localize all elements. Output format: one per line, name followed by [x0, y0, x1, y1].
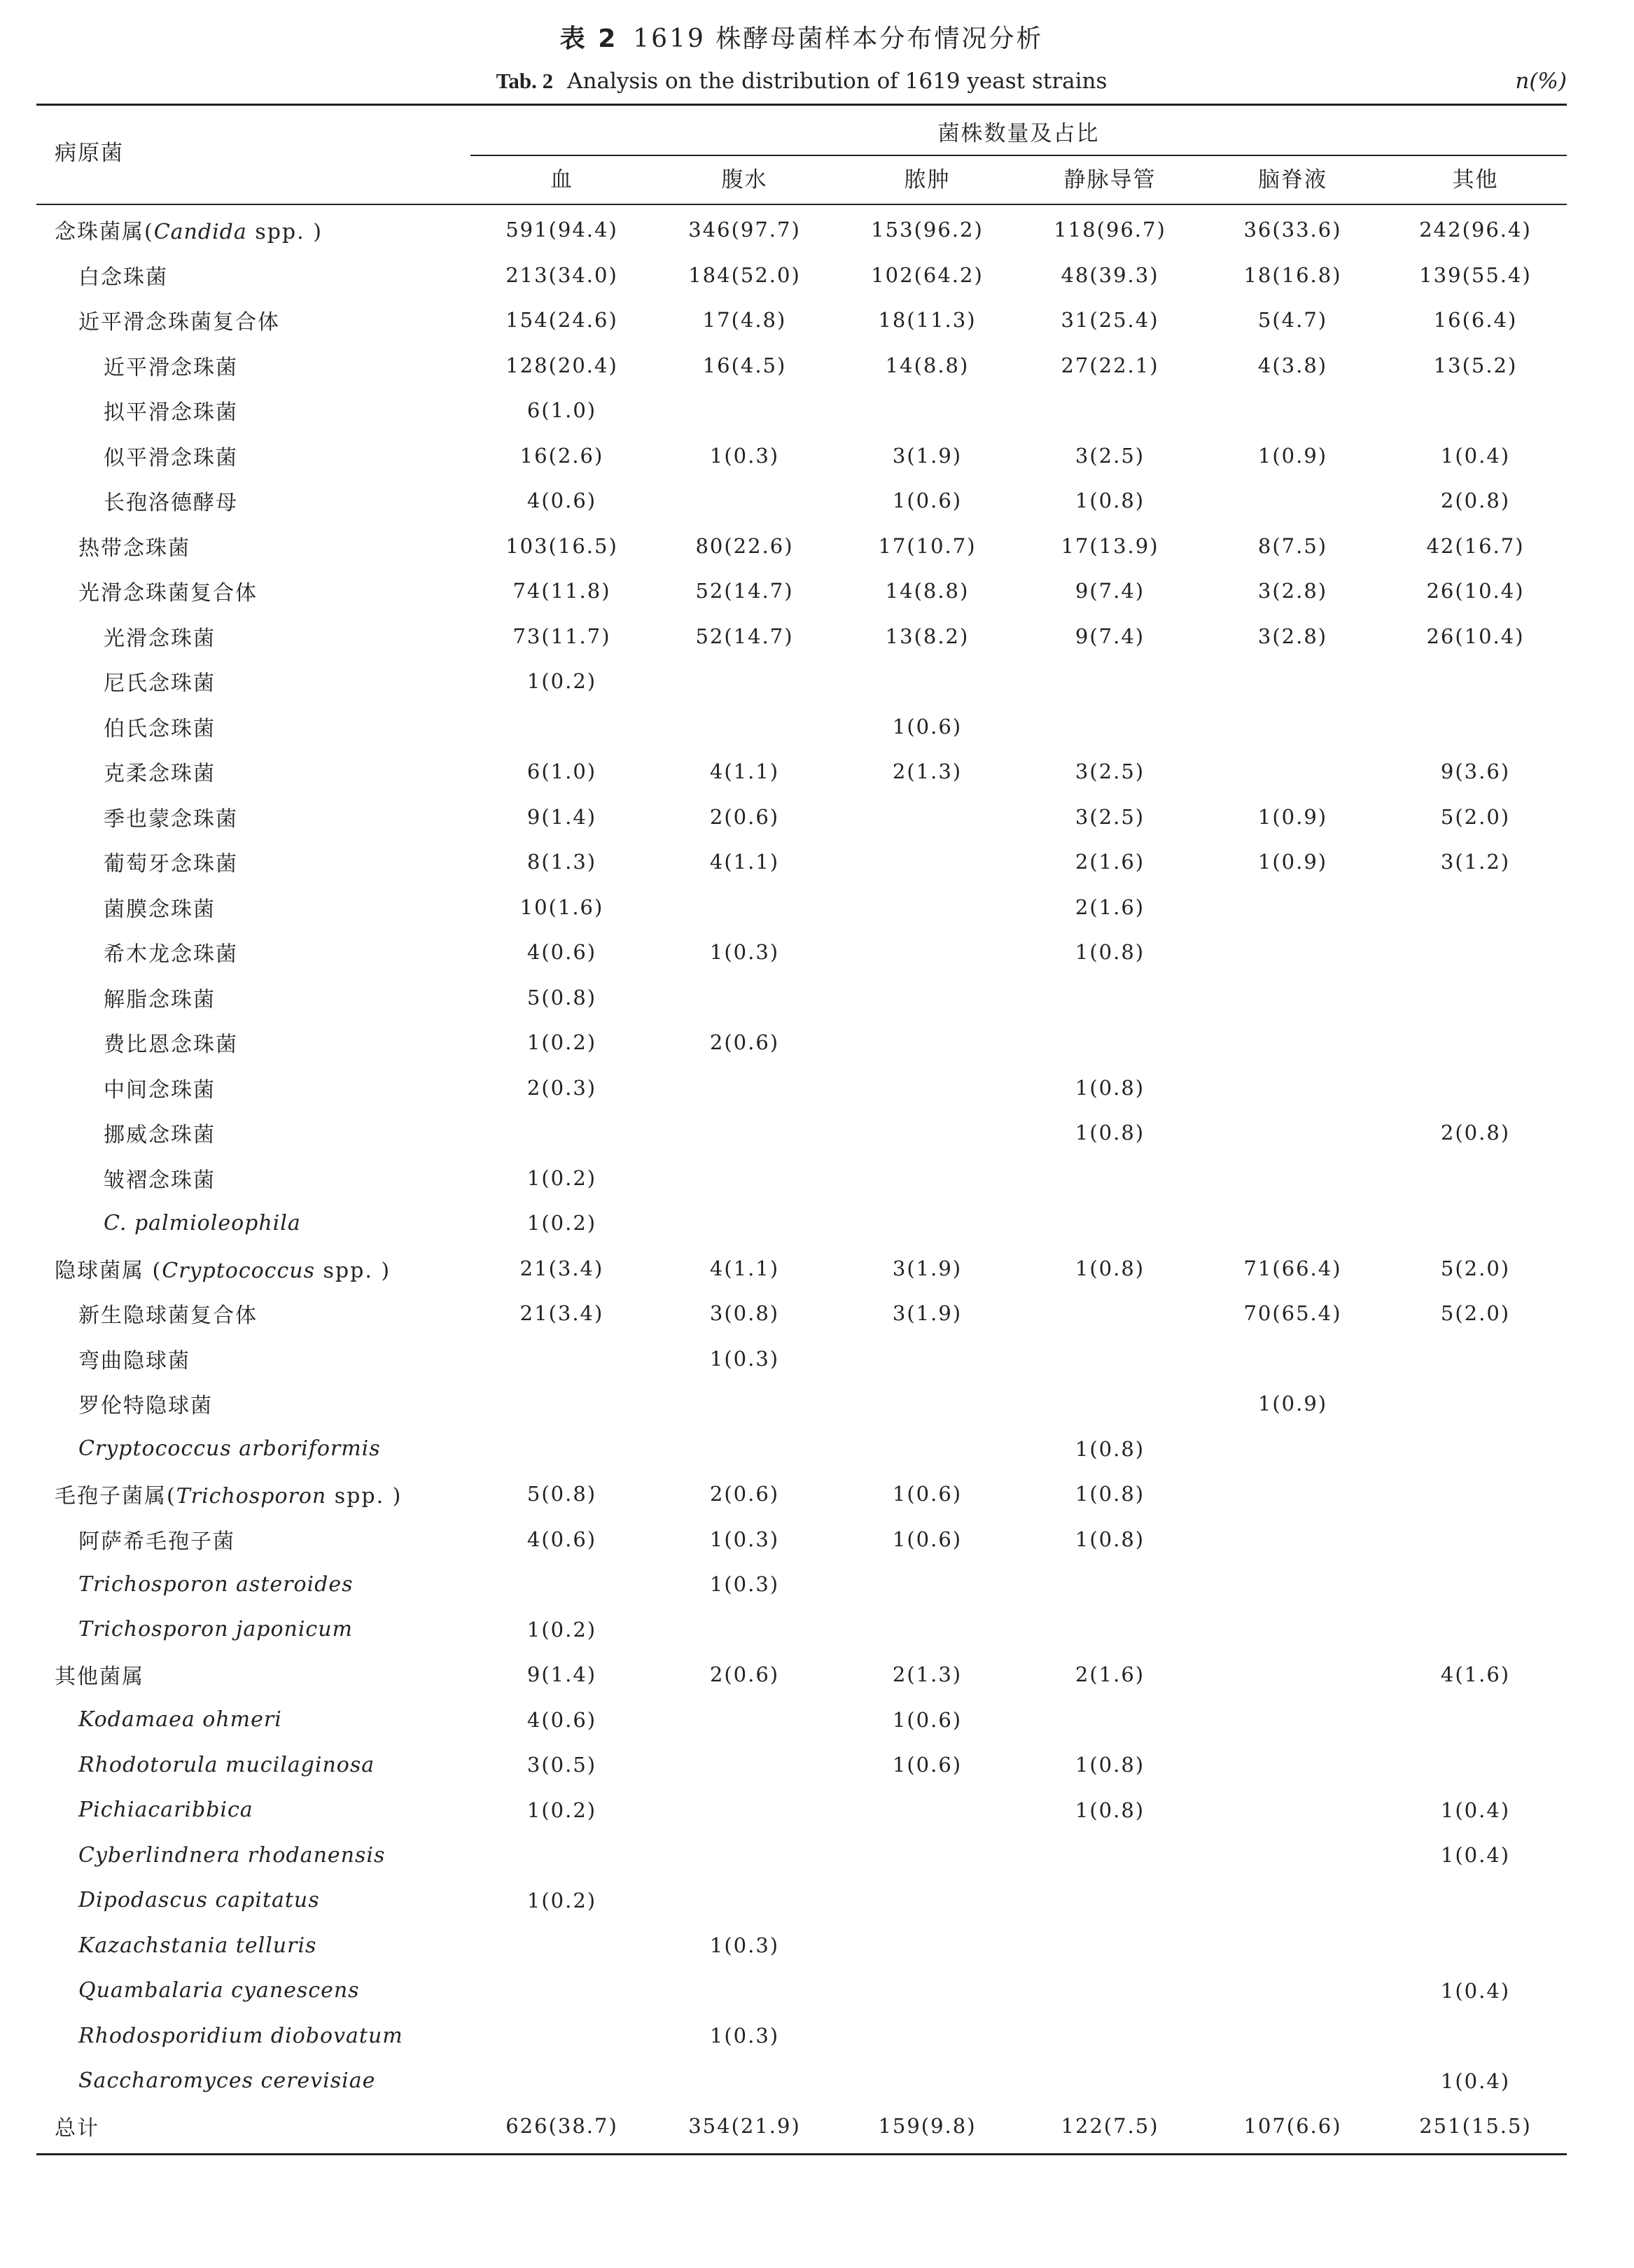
table-row — [36, 1517, 1567, 1562]
table-cell: 1(0.2) — [526, 1798, 597, 1822]
pathogen-name — [36, 666, 470, 696]
table-cell: 1(0.2) — [526, 669, 597, 694]
table-cell: 3(0.5) — [526, 1753, 597, 1777]
pathogen-name — [36, 1163, 470, 1194]
pathogen-name-text: 毛孢子菌属( — [55, 1484, 176, 1509]
pathogen-name — [36, 214, 470, 245]
pathogen-name-text: 挪威念珠菌 — [104, 1123, 216, 1148]
pathogen-name — [36, 440, 470, 471]
table-cell: 18(16.8) — [1243, 262, 1342, 287]
table-cell: 16(2.6) — [519, 443, 604, 468]
table-row — [36, 2013, 1567, 2059]
pathogen-name — [36, 621, 470, 652]
pathogen-name — [36, 1388, 470, 1419]
table-cell: 8(7.5) — [1257, 533, 1328, 558]
table-cell: 2(1.6) — [1075, 1662, 1145, 1687]
table-row — [36, 1291, 1567, 1336]
pathogen-name-text: Dipodascus capitatus — [78, 1888, 320, 1913]
table-cell: 1(0.3) — [709, 1933, 780, 1958]
pathogen-name-text: 总计 — [55, 2116, 99, 2141]
pathogen-name — [36, 1211, 470, 1236]
table-cell: 103(16.5) — [505, 533, 618, 558]
table-cell: 1(0.2) — [526, 1888, 597, 1912]
table-cell: 4(1.6) — [1440, 1662, 1511, 1687]
pathogen-name — [36, 575, 470, 606]
table-cell: 154(24.6) — [505, 308, 618, 332]
table-cell: 354(21.9) — [688, 2114, 801, 2138]
pathogen-name — [36, 260, 470, 290]
table-cell: 1(0.8) — [1075, 1753, 1145, 1777]
table-row — [36, 704, 1567, 750]
table-cell: 1(0.8) — [1075, 1482, 1145, 1506]
pathogen-name — [36, 1753, 470, 1777]
table-unit: n(%) — [1515, 69, 1567, 94]
table-cell: 5(4.7) — [1257, 308, 1328, 332]
table-row — [36, 1471, 1567, 1517]
table-cell: 1(0.6) — [892, 1482, 963, 1506]
pathogen-name — [36, 802, 470, 832]
pathogen-name — [36, 1888, 470, 1912]
table-cell: 139(55.4) — [1419, 262, 1532, 287]
pathogen-name — [36, 1298, 470, 1329]
genus-name: Cryptococcus — [162, 1258, 315, 1283]
table-cell: 1(0.6) — [892, 489, 963, 513]
table-row — [36, 885, 1567, 930]
column-header: 血 — [550, 167, 573, 192]
pathogen-name — [36, 982, 470, 1013]
table-row — [36, 659, 1567, 704]
header-group-rule — [470, 155, 1567, 156]
pathogen-name-text: 白念珠菌 — [78, 265, 168, 290]
pathogen-name — [36, 1659, 470, 1690]
table-cell: 9(7.4) — [1075, 624, 1145, 648]
pathogen-name — [36, 1843, 470, 1868]
table-row — [36, 1923, 1567, 1968]
pathogen-name-text: 罗伦特隐球菌 — [78, 1394, 213, 1419]
table-cell: 5(2.0) — [1440, 804, 1511, 829]
table-row — [36, 749, 1567, 794]
table-cell: 31(25.4) — [1061, 308, 1159, 332]
table-cell: 1(0.8) — [1075, 489, 1145, 513]
table-cell: 4(0.6) — [526, 1527, 597, 1551]
table-row — [36, 975, 1567, 1021]
table-row — [36, 1652, 1567, 1698]
table-cell: 6(1.0) — [526, 760, 597, 784]
pathogen-name-text: 希木龙念珠菌 — [104, 942, 238, 967]
table-row — [36, 1878, 1567, 1924]
genus-suffix: spp. ) — [326, 1484, 403, 1509]
table-cell: 1(0.3) — [709, 940, 780, 965]
pathogen-name-text: 费比恩念珠菌 — [104, 1032, 238, 1058]
table-cell: 1(0.4) — [1440, 1798, 1511, 1822]
table-row — [36, 1788, 1567, 1833]
table-cell: 107(6.6) — [1243, 2114, 1342, 2138]
table-cell: 4(1.1) — [709, 850, 780, 874]
table-cell: 1(0.3) — [709, 1572, 780, 1597]
table-cell: 80(22.6) — [695, 533, 794, 558]
table-row — [36, 930, 1567, 975]
table-header — [36, 106, 1567, 204]
table-cell: 1(0.2) — [526, 1030, 597, 1055]
table-cell: 4(0.6) — [526, 1707, 597, 1732]
header-pathogen: 病原菌 — [55, 141, 124, 166]
column-header: 脑脊液 — [1258, 167, 1327, 192]
pathogen-name — [36, 531, 470, 561]
pathogen-name — [36, 350, 470, 381]
table-cell: 184(52.0) — [688, 262, 801, 287]
pathogen-name — [36, 1707, 470, 1732]
pathogen-name — [36, 892, 470, 923]
table-cell: 591(94.4) — [505, 218, 618, 242]
table-cell: 73(11.7) — [512, 624, 611, 648]
pathogen-name — [36, 1798, 470, 1822]
table-cell: 16(6.4) — [1433, 308, 1518, 332]
pathogen-name — [36, 846, 470, 877]
table-cell: 1(0.9) — [1257, 850, 1328, 874]
table-row — [36, 1110, 1567, 1156]
pathogen-name — [36, 1343, 470, 1374]
pathogen-name — [36, 937, 470, 967]
table-cell: 18(11.3) — [878, 308, 977, 332]
table-cell: 3(1.2) — [1440, 850, 1511, 874]
pathogen-name-text: 隐球菌属 ( — [55, 1258, 162, 1283]
table-cell: 21(3.4) — [519, 1256, 604, 1280]
table-cell: 1(0.3) — [709, 1346, 780, 1371]
pathogen-name — [36, 711, 470, 742]
table-cell: 3(1.9) — [892, 1256, 963, 1280]
table-cell: 1(0.9) — [1257, 804, 1328, 829]
table-cell: 13(8.2) — [885, 624, 970, 648]
pathogen-name-text: 解脂念珠菌 — [104, 987, 216, 1012]
table-cell: 1(0.9) — [1257, 1392, 1328, 1416]
table-cell: 17(13.9) — [1061, 533, 1159, 558]
table-cell: 3(2.8) — [1257, 624, 1328, 648]
table-cell: 36(33.6) — [1243, 218, 1342, 242]
table-cell: 2(1.3) — [892, 1662, 963, 1687]
pathogen-name-text: 其他菌属 — [55, 1665, 144, 1690]
pathogen-name-text: 伯氏念珠菌 — [104, 716, 216, 741]
table-cell: 3(0.8) — [709, 1301, 780, 1326]
pathogen-name-text: 阿萨希毛孢子菌 — [78, 1529, 235, 1554]
table-cell: 153(96.2) — [871, 218, 984, 242]
pathogen-name-text: Trichosporon japonicum — [78, 1617, 353, 1642]
table-cell: 9(7.4) — [1075, 579, 1145, 603]
table-cell: 42(16.7) — [1426, 533, 1525, 558]
column-header: 静脉导管 — [1063, 167, 1157, 192]
table-cell: 1(0.4) — [1440, 2068, 1511, 2093]
table-cell: 3(1.9) — [892, 1301, 963, 1326]
table-cell: 6(1.0) — [526, 398, 597, 423]
table-cell: 242(96.4) — [1419, 218, 1532, 242]
pathogen-name-text: Kazachstania telluris — [78, 1933, 317, 1958]
table-cell: 21(3.4) — [519, 1301, 604, 1326]
table-row — [36, 794, 1567, 840]
pathogen-name — [36, 1436, 470, 1461]
pathogen-name-text: 近平滑念珠菌复合体 — [78, 310, 280, 335]
table-cell: 13(5.2) — [1433, 353, 1518, 377]
pathogen-name-text: 新生隐球菌复合体 — [78, 1303, 258, 1329]
pathogen-name — [36, 756, 470, 787]
bottom-rule — [36, 2153, 1567, 2155]
table-cell: 1(0.4) — [1440, 1978, 1511, 2003]
table-cell: 2(0.8) — [1440, 489, 1511, 513]
table-cell: 27(22.1) — [1061, 353, 1159, 377]
table-cell: 3(2.8) — [1257, 579, 1328, 603]
table-title-en — [36, 59, 1567, 104]
table-cell: 3(2.5) — [1075, 760, 1145, 784]
table-row — [36, 524, 1567, 569]
table-row — [36, 1200, 1567, 1246]
pathogen-name-text: 拟平滑念珠菌 — [104, 400, 238, 426]
table-row — [36, 2104, 1567, 2149]
table-row — [36, 1968, 1567, 2014]
table-cell: 26(10.4) — [1426, 579, 1525, 603]
pathogen-name-text: 光滑念珠菌复合体 — [78, 581, 258, 606]
table-row — [36, 839, 1567, 885]
table-cell: 1(0.2) — [526, 1617, 597, 1642]
table-cell: 1(0.8) — [1075, 1075, 1145, 1100]
table-cell: 1(0.8) — [1075, 940, 1145, 965]
table-row — [36, 2059, 1567, 2104]
pathogen-name-text: Saccharomyces cerevisiae — [78, 2068, 376, 2094]
pathogen-name-text: 弯曲隐球菌 — [78, 1348, 190, 1373]
header-group: 菌株数量及占比 — [937, 121, 1100, 146]
column-header: 脓肿 — [904, 167, 951, 192]
pathogen-name-text: Kodamaea ohmeri — [78, 1707, 282, 1732]
table-cell: 1(0.8) — [1075, 1798, 1145, 1822]
table-cell: 1(0.6) — [892, 1707, 963, 1732]
table-cell: 10(1.6) — [519, 895, 604, 919]
genus-suffix: spp. ) — [246, 220, 323, 245]
table-cell: 1(0.4) — [1440, 1843, 1511, 1868]
pathogen-name-text: 克柔念珠菌 — [104, 762, 216, 787]
table-cell: 102(64.2) — [871, 262, 984, 287]
table-cell: 48(39.3) — [1061, 262, 1159, 287]
table-cell: 4(1.1) — [709, 760, 780, 784]
table-cell: 4(0.6) — [526, 489, 597, 513]
table-cell: 2(1.6) — [1075, 850, 1145, 874]
table-cell: 3(2.5) — [1075, 443, 1145, 468]
table-title-cn-text: 1619 株酵母菌样本分布情况分析 — [633, 24, 1044, 53]
pathogen-name — [36, 1478, 470, 1509]
table-cell: 8(1.3) — [526, 850, 597, 874]
table-cell: 122(7.5) — [1061, 2114, 1159, 2138]
pathogen-name — [36, 2068, 470, 2093]
table-cell: 4(3.8) — [1257, 353, 1328, 377]
table-cell: 1(0.6) — [892, 714, 963, 738]
pathogen-name-text: 近平滑念珠菌 — [104, 355, 238, 380]
pathogen-name-text: 念珠菌属( — [55, 220, 154, 245]
table-cell: 1(0.4) — [1440, 443, 1511, 468]
table-cell: 71(66.4) — [1243, 1256, 1342, 1280]
table-cell: 213(34.0) — [505, 262, 618, 287]
pathogen-name — [36, 1978, 470, 2003]
pathogen-name-text: 中间念珠菌 — [104, 1077, 216, 1102]
table-cell: 1(0.8) — [1075, 1436, 1145, 1461]
pathogen-name-text: 季也蒙念珠菌 — [104, 806, 238, 832]
table-row — [36, 1742, 1567, 1788]
table-row — [36, 478, 1567, 524]
table-cell: 1(0.3) — [709, 1527, 780, 1551]
pathogen-name — [36, 395, 470, 426]
table-cell: 52(14.7) — [695, 624, 794, 648]
table-cell: 251(15.5) — [1419, 2114, 1532, 2138]
table-row — [36, 1698, 1567, 1743]
table-cell: 2(0.6) — [709, 1662, 780, 1687]
pathogen-name-text: 尼氏念珠菌 — [104, 671, 216, 696]
table-cell: 5(2.0) — [1440, 1301, 1511, 1326]
table-cell: 2(1.3) — [892, 760, 963, 784]
table-cell: 5(2.0) — [1440, 1256, 1511, 1280]
genus-name: Trichosporon — [176, 1484, 327, 1509]
table-row — [36, 433, 1567, 479]
pathogen-name-text: Cryptococcus arboriformis — [78, 1436, 381, 1462]
pathogen-name — [36, 1617, 470, 1642]
table-title-cn — [36, 20, 1567, 59]
pathogen-name-text: Rhodotorula mucilaginosa — [78, 1752, 375, 1777]
table-title-en-text: Analysis on the distribution of 1619 yeast strains — [567, 69, 1108, 94]
pathogen-name-text: 光滑念珠菌 — [104, 626, 216, 651]
pathogen-name-text: 皱褶念珠菌 — [104, 1168, 216, 1193]
pathogen-name — [36, 1253, 470, 1284]
table-row — [36, 1562, 1567, 1607]
table-cell: 1(0.6) — [892, 1527, 963, 1551]
pathogen-name — [36, 1072, 470, 1103]
table-cell: 1(0.6) — [892, 1753, 963, 1777]
pathogen-name-text: 菌膜念珠菌 — [104, 897, 216, 922]
pathogen-name-text: Cyberlindnera rhodanensis — [78, 1842, 386, 1868]
table-cell: 2(0.6) — [709, 1482, 780, 1506]
table-cell: 2(1.6) — [1075, 895, 1145, 919]
table-cell: 17(4.8) — [702, 308, 787, 332]
table-cell: 1(0.3) — [709, 443, 780, 468]
pathogen-name-text: 长孢洛德酵母 — [104, 491, 238, 516]
table-cell: 17(10.7) — [878, 533, 977, 558]
pathogen-name-text: C. palmioleophila — [104, 1210, 301, 1236]
header-columns — [470, 160, 1567, 200]
table-row — [36, 1381, 1567, 1427]
table-body — [36, 205, 1567, 2153]
table-row — [36, 1607, 1567, 1653]
pathogen-name — [36, 304, 470, 335]
column-header: 腹水 — [721, 167, 768, 192]
table-cell: 74(11.8) — [512, 579, 611, 603]
table-row — [36, 298, 1567, 343]
table-cell: 3(2.5) — [1075, 804, 1145, 829]
table-cell: 9(1.4) — [526, 804, 597, 829]
table-cell: 1(0.8) — [1075, 1121, 1145, 1145]
table-label-en: Tab. 2 — [496, 69, 554, 93]
table-row — [36, 1833, 1567, 1878]
pathogen-name-text: Pichiacaribbica — [78, 1798, 253, 1823]
pathogen-name-text: Rhodosporidium diobovatum — [78, 2023, 403, 2048]
genus-suffix: spp. ) — [315, 1258, 391, 1283]
table-label-cn: 表 2 — [559, 24, 618, 53]
table-cell: 1(0.3) — [709, 2024, 780, 2048]
pathogen-name-text: 葡萄牙念珠菌 — [104, 852, 238, 877]
column-header: 其他 — [1452, 167, 1499, 192]
table-cell: 1(0.9) — [1257, 443, 1328, 468]
table-cell: 4(1.1) — [709, 1256, 780, 1280]
table-cell: 2(0.6) — [709, 1030, 780, 1055]
table-cell: 9(1.4) — [526, 1662, 597, 1687]
table-cell: 2(0.6) — [709, 804, 780, 829]
table-cell: 16(4.5) — [702, 353, 787, 377]
table-row — [36, 343, 1567, 388]
table-document — [36, 20, 1567, 2155]
table-cell: 26(10.4) — [1426, 624, 1525, 648]
table-cell: 5(0.8) — [526, 985, 597, 1009]
pathogen-name — [36, 1572, 470, 1597]
table-cell: 159(9.8) — [878, 2114, 977, 2138]
table-cell: 128(20.4) — [505, 353, 618, 377]
pathogen-name — [36, 1027, 470, 1058]
table-cell: 52(14.7) — [695, 579, 794, 603]
table-cell: 118(96.7) — [1054, 218, 1166, 242]
table-cell: 14(8.8) — [885, 579, 970, 603]
table-row — [36, 1065, 1567, 1111]
pathogen-name — [36, 2024, 470, 2048]
table-cell: 1(0.8) — [1075, 1256, 1145, 1280]
table-cell: 14(8.8) — [885, 353, 970, 377]
pathogen-name — [36, 1933, 470, 1958]
table-row — [36, 207, 1567, 253]
pathogen-name-text: 似平滑念珠菌 — [104, 445, 238, 470]
table-row — [36, 1246, 1567, 1292]
table-cell: 1(0.8) — [1075, 1527, 1145, 1551]
table-cell: 3(1.9) — [892, 443, 963, 468]
table-row — [36, 1020, 1567, 1065]
pathogen-name-text: Quambalaria cyanescens — [78, 1978, 360, 2003]
pathogen-name — [36, 1524, 470, 1555]
table-cell: 2(0.8) — [1440, 1121, 1511, 1145]
genus-name: Candida — [153, 220, 247, 245]
pathogen-name-text: 热带念珠菌 — [78, 536, 190, 561]
table-cell: 1(0.2) — [526, 1166, 597, 1190]
pathogen-name — [36, 2110, 470, 2141]
table-cell: 2(0.3) — [526, 1075, 597, 1100]
table-cell: 5(0.8) — [526, 1482, 597, 1506]
table-cell: 4(0.6) — [526, 940, 597, 965]
table-row — [36, 1336, 1567, 1382]
table-cell: 626(38.7) — [505, 2114, 618, 2138]
table-cell: 346(97.7) — [688, 218, 801, 242]
table-row — [36, 614, 1567, 659]
table-cell: 1(0.2) — [526, 1211, 597, 1236]
table-row — [36, 1427, 1567, 1472]
table-row — [36, 1156, 1567, 1201]
table-cell: 70(65.4) — [1243, 1301, 1342, 1326]
pathogen-name — [36, 485, 470, 516]
pathogen-name-text: Trichosporon asteroides — [78, 1572, 354, 1597]
pathogen-name — [36, 1117, 470, 1148]
table-cell: 9(3.6) — [1440, 760, 1511, 784]
table-row — [36, 253, 1567, 298]
table-row — [36, 388, 1567, 433]
table-row — [36, 568, 1567, 614]
